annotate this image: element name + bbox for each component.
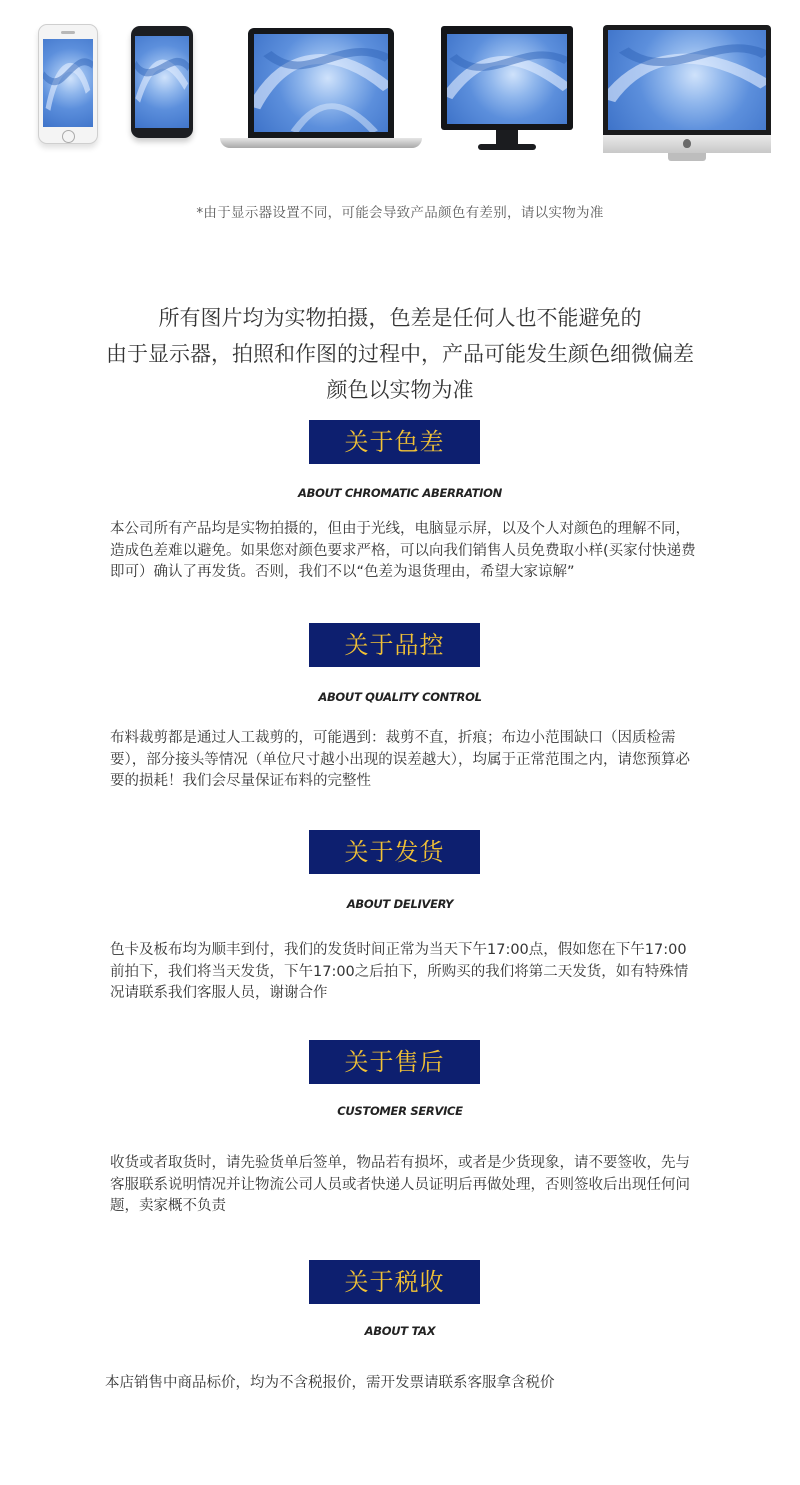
- intro-text: [0, 300, 800, 408]
- imac-chin: [603, 135, 771, 153]
- apple-logo-icon: [683, 139, 691, 148]
- imac-image: [603, 25, 771, 135]
- monitor-image: [441, 26, 573, 130]
- section-subtitle-quality: ABOUT QUALITY CONTROL: [318, 690, 482, 704]
- phone-white-image: [38, 24, 98, 144]
- intro-line: 所有图片均为实物拍摄，色差是任何人也不能避免的: [158, 306, 642, 330]
- section-subtitle-chromatic: ABOUT CHROMATIC ABERRATION: [298, 486, 502, 500]
- section-heading-quality: 关于品控: [309, 623, 480, 667]
- section-body-tax: 本店销售中商品标价，均为不含税报价，需开发票请联系客服拿含税价: [105, 1375, 555, 1391]
- phone-black-image: [131, 26, 193, 138]
- section-body-service: 收货或者取货时，请先验货单后签单，物品若有损坏，或者是少货现象，请不要签收，先与客服联系说明情况并让物流公司人员或者快递人员证明后再做处理，否则签收后出现任何问题，卖家概不负责: [110, 1155, 690, 1214]
- section-subtitle-tax: ABOUT TAX: [364, 1324, 436, 1338]
- intro-line: 颜色以实物为准: [326, 378, 474, 402]
- section-body-quality: 布料裁剪都是通过人工裁剪的，可能遇到：裁剪不直，折痕；布边小范围缺口（因质检需要），部分接头等情况（单位尺寸越小出现的误差越大），均属于正常范围之内，请您预算必要的损耗！我们会尽量保证布料的完整性: [110, 730, 690, 789]
- intro-line: 由于显示器，拍照和作图的过程中，产品可能发生颜色细微偏差: [106, 342, 694, 366]
- display-disclaimer: *由于显示器设置不同，可能会导致产品颜色有差别，请以实物为准: [196, 205, 604, 221]
- section-heading-tax: 关于税收: [309, 1260, 480, 1304]
- imac-stand: [668, 153, 706, 161]
- section-heading-service: 关于售后: [309, 1040, 480, 1084]
- section-heading-chromatic: 关于色差: [309, 420, 480, 464]
- monitor-stand: [496, 130, 518, 144]
- section-body-delivery: 色卡及板布均为顺丰到付，我们的发货时间正常为当天下午17:00点，假如您在下午17:00前拍下，我们将当天发货，下午17:00之后拍下，所购买的我们将第二天发货，如有特殊情况请联系我们客服人员，谢谢合作: [110, 942, 689, 1001]
- laptop-base: [220, 138, 422, 148]
- monitor-foot: [478, 144, 536, 150]
- device-banner: [0, 0, 800, 240]
- section-heading-delivery: 关于发货: [309, 830, 480, 874]
- laptop-image: [248, 28, 394, 138]
- section-body-chromatic: 本公司所有产品均是实物拍摄的，但由于光线，电脑显示屏，以及个人对颜色的理解不同，造成色差难以避免。如果您对颜色要求严格，可以向我们销售人员免费取小样(买家付快递费即可）确认了再发货。否则，我们不以“色差为退货理由，希望大家谅解”: [110, 521, 696, 580]
- section-subtitle-service: CUSTOMER SERVICE: [337, 1104, 463, 1118]
- section-subtitle-delivery: ABOUT DELIVERY: [346, 897, 454, 911]
